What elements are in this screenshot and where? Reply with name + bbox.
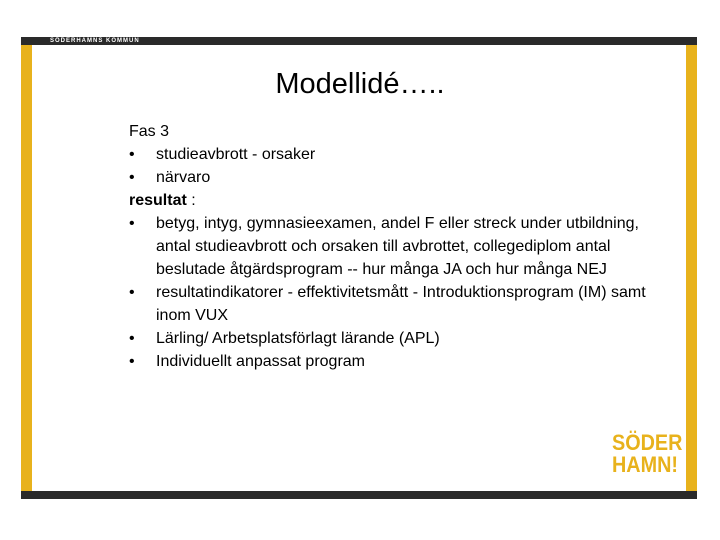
result-heading bbox=[129, 189, 649, 212]
list-item-text: betyg, intyg, gymnasieexamen, andel F eller streck under utbildning, antal studieavbrott och orsaken till avbrottet, collegediplom antal beslutade åtgärdsprogram -- hur många JA och hur många NEJ bbox=[156, 215, 639, 278]
list-item-text: Lärling/ Arbetsplatsförlagt lärande (APL) bbox=[156, 330, 440, 347]
slide-title: Modellidé….. bbox=[275, 68, 445, 100]
left-frame-border bbox=[21, 37, 32, 499]
bullet-marker: • bbox=[129, 215, 135, 232]
organization-header: SÖDERHAMNS KOMMUN bbox=[50, 38, 140, 44]
list-item-text: studieavbrott - orsaker bbox=[156, 146, 316, 163]
result-suffix: : bbox=[186, 192, 196, 209]
bullet-marker: • bbox=[129, 169, 135, 186]
bullet-marker: • bbox=[129, 146, 135, 163]
list-item-text: resultatindikatorer - effektivitetsmått - Introduktionsprogram (IM) samt inom VUX bbox=[156, 284, 646, 324]
logo-line-2: HAMN! bbox=[612, 452, 678, 477]
slide-content bbox=[129, 120, 649, 373]
list-item bbox=[129, 212, 649, 281]
list-item bbox=[129, 350, 649, 373]
list-item-text: Individuellt anpassat program bbox=[156, 353, 366, 370]
soderhamn-logo bbox=[612, 430, 683, 477]
list-item bbox=[129, 143, 649, 166]
list-item bbox=[129, 281, 649, 327]
phase-label: Fas 3 bbox=[129, 123, 170, 140]
logo-line-1: SÖDER bbox=[612, 430, 683, 455]
bottom-bar bbox=[21, 491, 697, 499]
result-label: resultat bbox=[129, 192, 187, 209]
list-item bbox=[129, 166, 649, 189]
bullet-marker: • bbox=[129, 353, 135, 370]
list-item bbox=[129, 327, 649, 350]
bullet-marker: • bbox=[129, 284, 135, 301]
list-item-text: närvaro bbox=[156, 169, 211, 186]
bullet-marker: • bbox=[129, 330, 135, 347]
right-frame-border bbox=[686, 37, 697, 499]
